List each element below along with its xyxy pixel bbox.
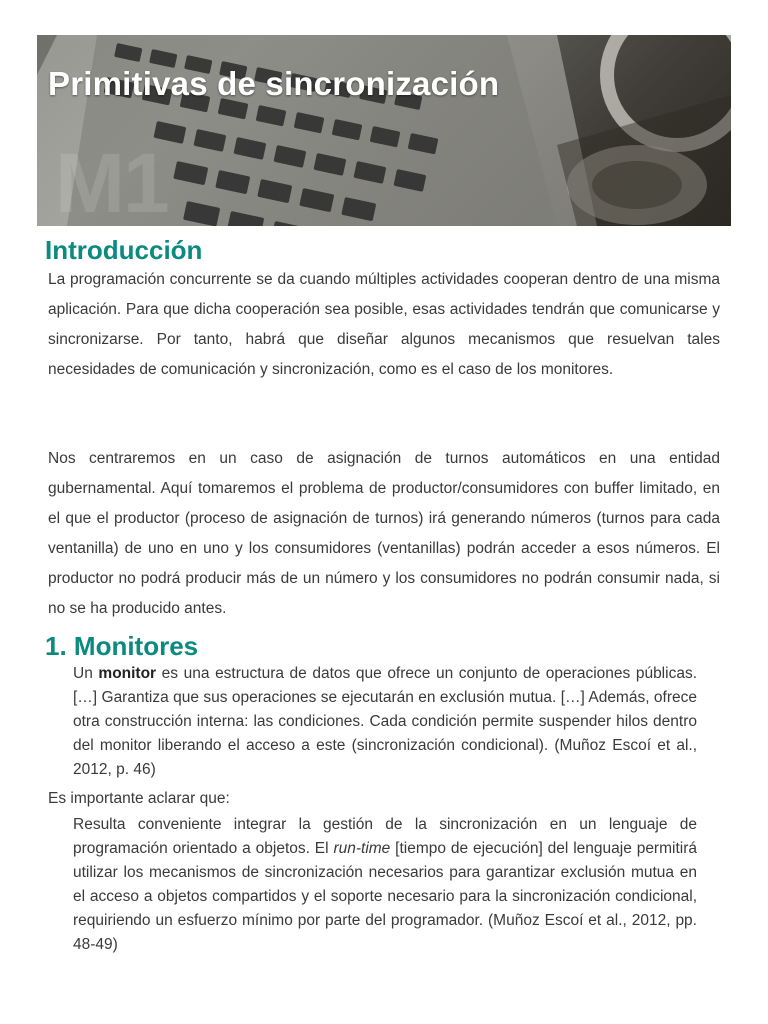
page-title: Primitivas de sincronización bbox=[48, 65, 500, 102]
quote-prefix: Un bbox=[73, 665, 99, 682]
quote2-part2: [tiempo de ejecución] del lenguaje permitirá utilizar los mecanismos de sincronización necesarios para garantizar exclusión mutua en el acceso a objetos compartidos y el soporte necesario para la sincronización condicional, requiriendo un esfuerzo mínimo por parte del programador. (Muñoz Escoí et al., 2012, pp. 48-49) bbox=[73, 840, 697, 953]
quote2-italic-term: run-time bbox=[333, 840, 391, 857]
note-text: Es importante aclarar que: bbox=[48, 790, 230, 807]
intro-heading: Introducción bbox=[45, 235, 203, 265]
quote-bold-term: monitor bbox=[98, 665, 157, 682]
header-banner bbox=[37, 35, 731, 226]
intro-paragraph-2: Nos centraremos en un caso de asignación de turnos automáticos en una entidad gubernamental. Aquí tomaremos el problema de productor/consumidores con buffer limitado, en el que el productor (proceso de asignación de turnos) irá generando números (turnos para cada ventanilla) de uno en uno y los consumidores (ventanillas) podrán acceder a esos números. El productor no podrá producir más de un número y los consumidores no podrán consumir nada, si no se ha producido antes. bbox=[48, 450, 720, 617]
quote-monitor-definition bbox=[73, 662, 697, 782]
intro-paragraph-1: La programación concurrente se da cuando múltiples actividades cooperan dentro de una misma aplicación. Para que dicha cooperación sea posible, esas actividades tendrán que comunicarse y sincronizarse. Por tanto, habrá que diseñar algunos mecanismos que resuelvan tales necesidades de comunicación y sincronización, como es el caso de los monitores. bbox=[48, 271, 720, 378]
quote-rest: es una estructura de datos que ofrece un conjunto de operaciones públicas. […] Garantiza que sus operaciones se ejecutarán en exclusión mutua. […] Además, ofrece otra construcción interna: las condiciones. Cada condición permite suspender hilos dentro del monitor liberando el acceso a este (sincronización condicional). (Muñoz Escoí et al., 2012, p. 46) bbox=[73, 665, 697, 778]
module-watermark: M1 bbox=[55, 136, 168, 226]
quote2-part1: Resulta conveniente integrar la gestión de la sincronización en un lenguaje de programación orientado a objetos. El bbox=[73, 816, 697, 857]
section-heading-monitores: 1. Monitores bbox=[45, 631, 199, 661]
quote-runtime bbox=[73, 813, 697, 957]
